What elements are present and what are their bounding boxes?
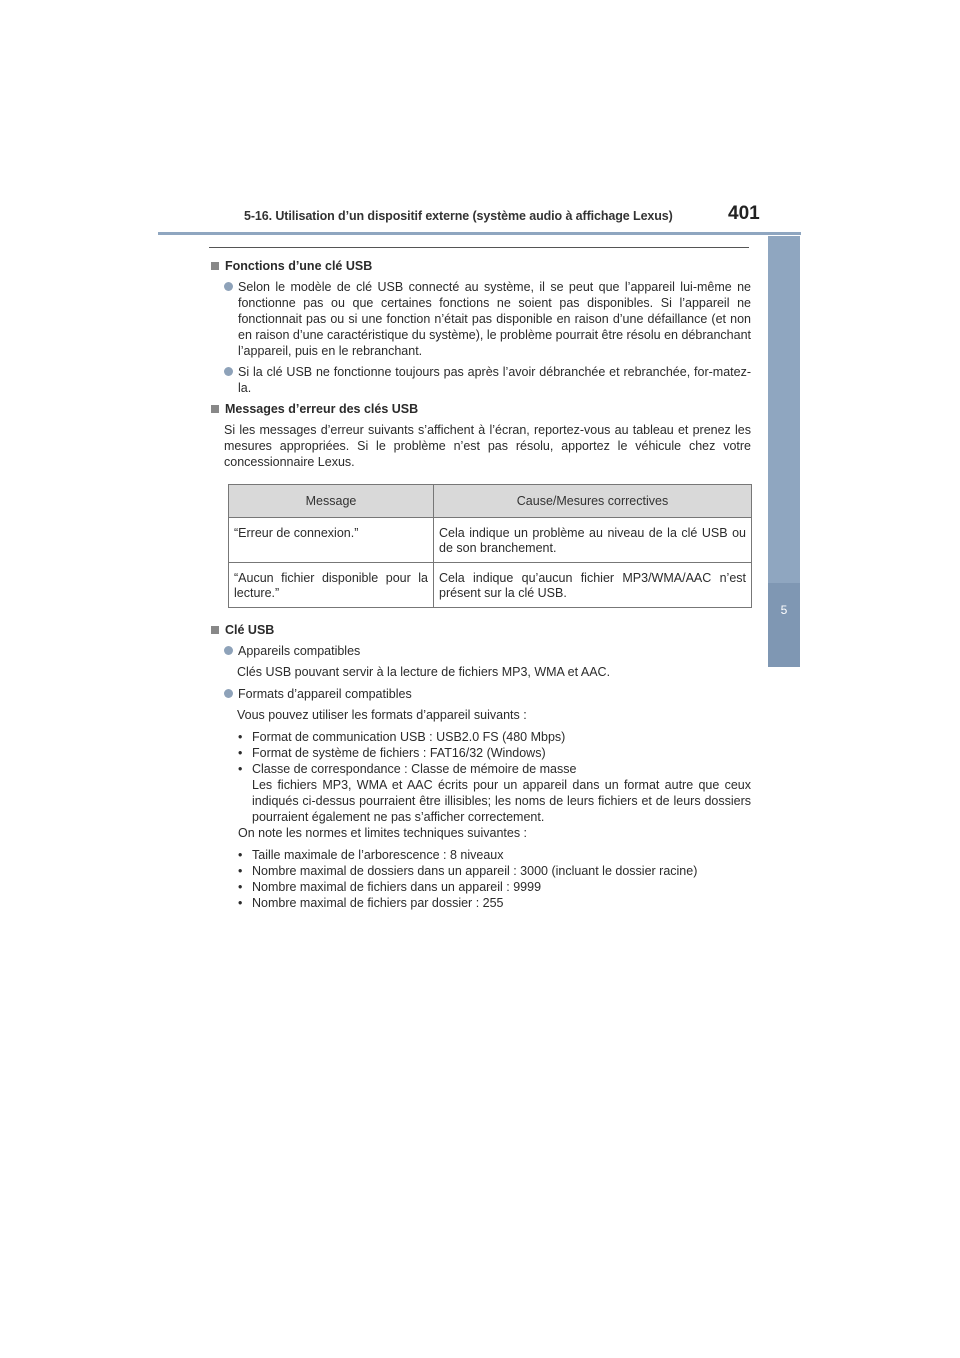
list-item [238,847,751,863]
bullet-text: Selon le modèle de clé USB connecté au système, il se peut que l’appareil lui-même ne fonctionne pas ou que certaines fonctions ne soient pas disponibles. Si l’appareil ne fonctionnait pas ou si une fonction n’était pas disponible en raison d’une défaillance (et non en raison d’une caractéristique du système), le problème pourrait être résolu en débranchant l’appareil, puis en le rebranchant. [238,280,751,358]
page-number: 401 [728,203,760,224]
square-bullet-icon [211,262,219,270]
error-message-table [228,484,752,608]
section-title: Fonctions d’une clé USB [225,259,373,273]
table-row [229,518,752,563]
header-rule [158,232,801,235]
side-tab-number: 5 [780,603,788,617]
list-item-text: Format de système de fichiers : FAT16/32 (Windows) [252,746,546,760]
section-title: Clé USB [225,623,275,637]
bullet-label: Appareils compatibles [238,644,361,658]
page-content [211,258,751,911]
list-item-text: Nombre maximal de fichiers dans un appareil : 9999 [252,880,542,894]
list-item [224,279,751,359]
list-item-text: Taille maximale de l’arborescence : 8 niveaux [252,848,504,862]
table-cell: Cela indique qu’aucun fichier MP3/WMA/AAC n’est présent sur la clé USB. [434,563,752,608]
list-item-text: Nombre maximal de dossiers dans un appareil : 3000 (incluant le dossier racine) [252,864,698,878]
formats-intro: Vous pouvez utiliser les formats d’appareil suivants : [237,708,527,722]
section-heading-usb-functions [211,258,751,274]
section-heading-usb-key [211,622,751,638]
round-bullet-icon [224,646,233,655]
side-tab-label: Système audio [776,690,788,767]
content-rule [209,247,749,248]
chapter-title: 5-16. Utilisation d’un dispositif externe (système audio à affichage Lexus) [244,209,673,223]
bullet-mark: • [238,880,243,894]
round-bullet-icon [224,367,233,376]
round-bullet-icon [224,689,233,698]
page-header [0,0,960,240]
list-item [238,863,751,879]
list-item [238,895,751,911]
list-item [224,364,751,396]
bullet-mark: • [238,896,243,910]
table-cell: “Erreur de connexion.” [229,518,434,563]
list-item [224,686,751,702]
square-bullet-icon [211,626,219,634]
square-bullet-icon [211,405,219,413]
round-bullet-icon [224,282,233,291]
list-item [238,729,751,745]
compatible-devices-text: Clés USB pouvant servir à la lecture de fichiers MP3, WMA et AAC. [237,665,611,679]
error-intro-paragraph: Si les messages d’erreur suivants s’affichent à l’écran, reportez-vous au tableau et prenez les mesures appropriées. Si le problème n’est pas résolu, apportez le véhicule chez votre concessionnaire Lexus. [224,423,751,469]
list-item [238,761,751,777]
bullet-mark: • [238,848,243,862]
list-item-text: Nombre maximal de fichiers par dossier : 255 [252,896,504,910]
formats-note: Les fichiers MP3, WMA et AAC écrits pour un appareil dans un format autre que ceux indiqués ci-dessus pourraient être illisibles; les noms de leurs fichiers et de leurs dossiers pourraient également ne pas s’afficher correctement. [252,778,751,824]
bullet-mark: • [238,762,243,776]
bullet-mark: • [238,746,243,760]
list-item [224,643,751,659]
column-header-message: Message [229,485,434,518]
column-header-cause: Cause/Mesures correctives [434,485,752,518]
section-title: Messages d’erreur des clés USB [225,402,419,416]
limits-intro: On note les normes et limites techniques suivantes : [238,826,528,840]
list-item [238,745,751,761]
table-header-row [229,485,752,518]
bullet-mark: • [238,864,243,878]
section-heading-error-messages [211,401,751,417]
list-item [238,879,751,895]
bullet-mark: • [238,730,243,744]
bullet-label: Formats d’appareil compatibles [238,687,412,701]
formats-list [238,729,751,825]
limits-list [238,847,751,911]
table-cell: Cela indique un problème au niveau de la clé USB ou de son branchement. [434,518,752,563]
bullet-text: Si la clé USB ne fonctionne toujours pas après l’avoir débranchée et rebranchée, for-matez-la. [238,365,751,395]
list-item-text: Classe de correspondance : Classe de mémoire de masse [252,762,577,776]
table-cell: “Aucun fichier disponible pour la lecture.” [229,563,434,608]
side-tab-chapter-box [768,583,800,667]
list-item-text: Format de communication USB : USB2.0 FS (480 Mbps) [252,730,566,744]
table-row [229,563,752,608]
